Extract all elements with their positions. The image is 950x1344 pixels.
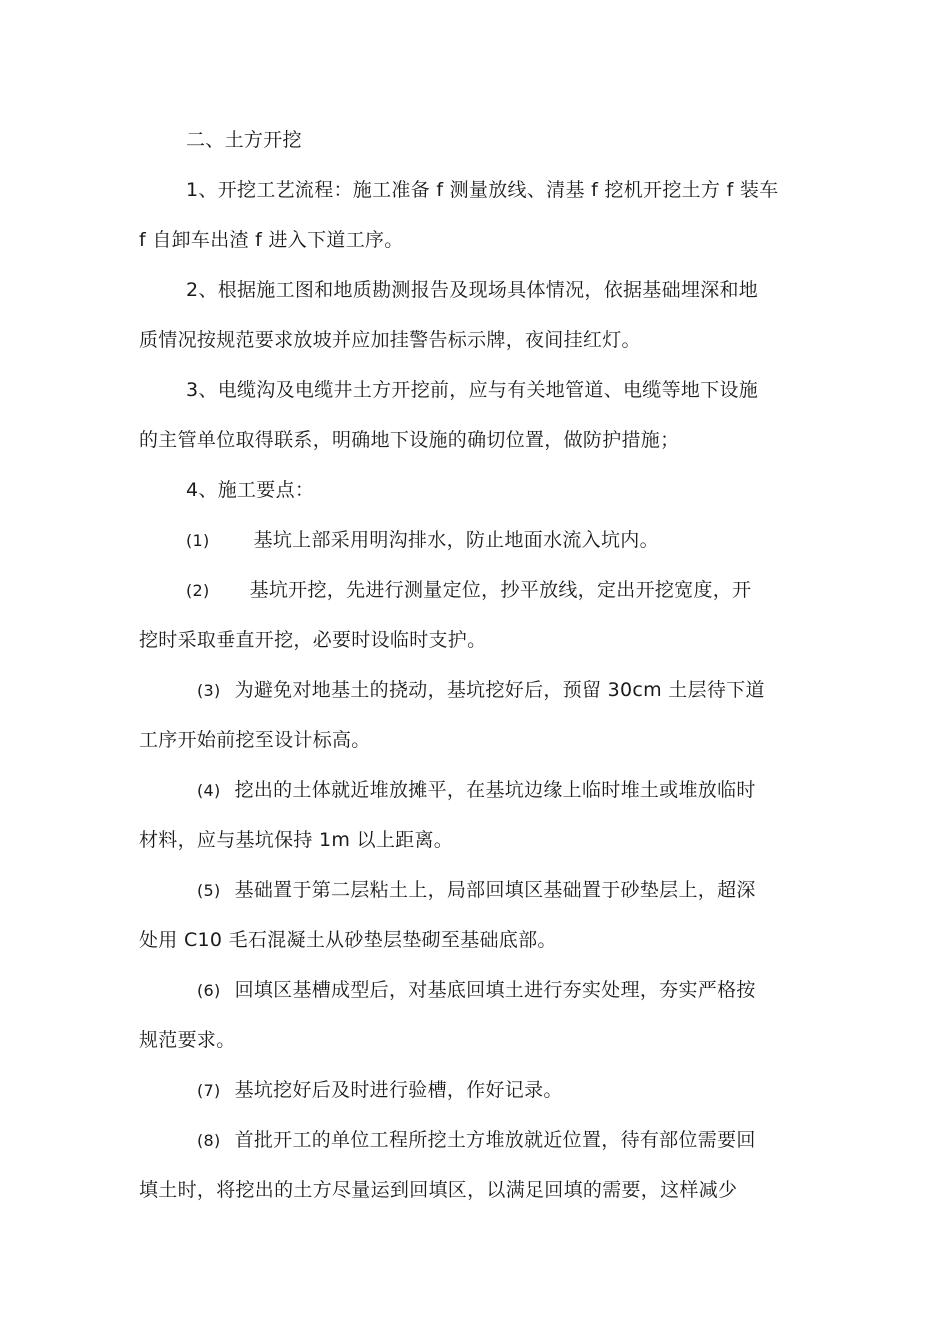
list-item-continuation: 填土时，将挖出的土方尽量运到回填区，以满足回填的需要，这样减少 bbox=[139, 1179, 738, 1201]
section-heading: 二、土方开挖 bbox=[186, 129, 302, 151]
item-number: (1) bbox=[186, 531, 210, 550]
list-item bbox=[186, 578, 751, 603]
item-number: (4) bbox=[197, 781, 221, 800]
item-number: (8) bbox=[197, 1131, 221, 1150]
paragraph-3-line-1: 3、电缆沟及电缆井土方开挖前，应与有关地管道、电缆等地下设施 bbox=[186, 379, 759, 401]
list-item bbox=[197, 778, 756, 803]
list-item bbox=[186, 528, 659, 553]
item-number: (6) bbox=[197, 981, 221, 1000]
list-item bbox=[197, 678, 765, 703]
paragraph-1-line-1: 1、开挖工艺流程：施工准备 f 测量放线、清基 f 挖机开挖土方 f 装车 bbox=[186, 179, 779, 201]
paragraph-2-line-1: 2、根据施工图和地质勘测报告及现场具体情况，依据基础埋深和地 bbox=[186, 279, 759, 301]
list-item-continuation: 处用 C10 毛石混凝土从砂垫层垫砌至基础底部。 bbox=[139, 929, 557, 951]
item-text: 基坑开挖，先进行测量定位，抄平放线，定出开挖宽度，开 bbox=[249, 579, 752, 601]
list-item-continuation: 挖时采取垂直开挖，必要时设临时支护。 bbox=[139, 629, 487, 651]
list-item bbox=[197, 878, 756, 903]
item-text: 为避免对地基土的挠动，基坑挖好后，预留 30cm 土层待下道 bbox=[234, 679, 765, 701]
item-text: 挖出的土体就近堆放摊平，在基坑边缘上临时堆土或堆放临时 bbox=[234, 779, 756, 801]
paragraph-3-line-2: 的主管单位取得联系，明确地下设施的确切位置，做防护措施； bbox=[139, 429, 680, 451]
list-item-continuation: 工序开始前挖至设计标高。 bbox=[139, 729, 371, 751]
item-text: 基坑上部采用明沟排水，防止地面水流入坑内。 bbox=[253, 529, 659, 551]
paragraph-1-line-2: f 自卸车出渣 f 进入下道工序。 bbox=[139, 229, 404, 251]
paragraph-2-line-2: 质情况按规范要求放坡并应加挂警告标示牌，夜间挂红灯。 bbox=[139, 329, 641, 351]
list-item bbox=[197, 1128, 756, 1153]
item-number: (2) bbox=[186, 581, 210, 600]
list-item-continuation: 规范要求。 bbox=[139, 1029, 236, 1051]
item-text: 基础置于第二层粘土上，局部回填区基础置于砂垫层上，超深 bbox=[234, 879, 756, 901]
item-text: 回填区基槽成型后，对基底回填土进行夯实处理，夯实严格按 bbox=[234, 979, 756, 1001]
item-number: (7) bbox=[197, 1081, 221, 1100]
item-number: (3) bbox=[197, 681, 221, 700]
item-text: 首批开工的单位工程所挖土方堆放就近位置，待有部位需要回 bbox=[234, 1129, 756, 1151]
list-item-continuation: 材料，应与基坑保持 1m 以上距离。 bbox=[139, 829, 454, 851]
list-item bbox=[197, 978, 756, 1003]
paragraph-4-title: 4、施工要点： bbox=[186, 479, 315, 501]
item-number: (5) bbox=[197, 881, 221, 900]
item-text: 基坑挖好后及时进行验槽，作好记录。 bbox=[234, 1079, 563, 1101]
list-item bbox=[197, 1078, 563, 1103]
